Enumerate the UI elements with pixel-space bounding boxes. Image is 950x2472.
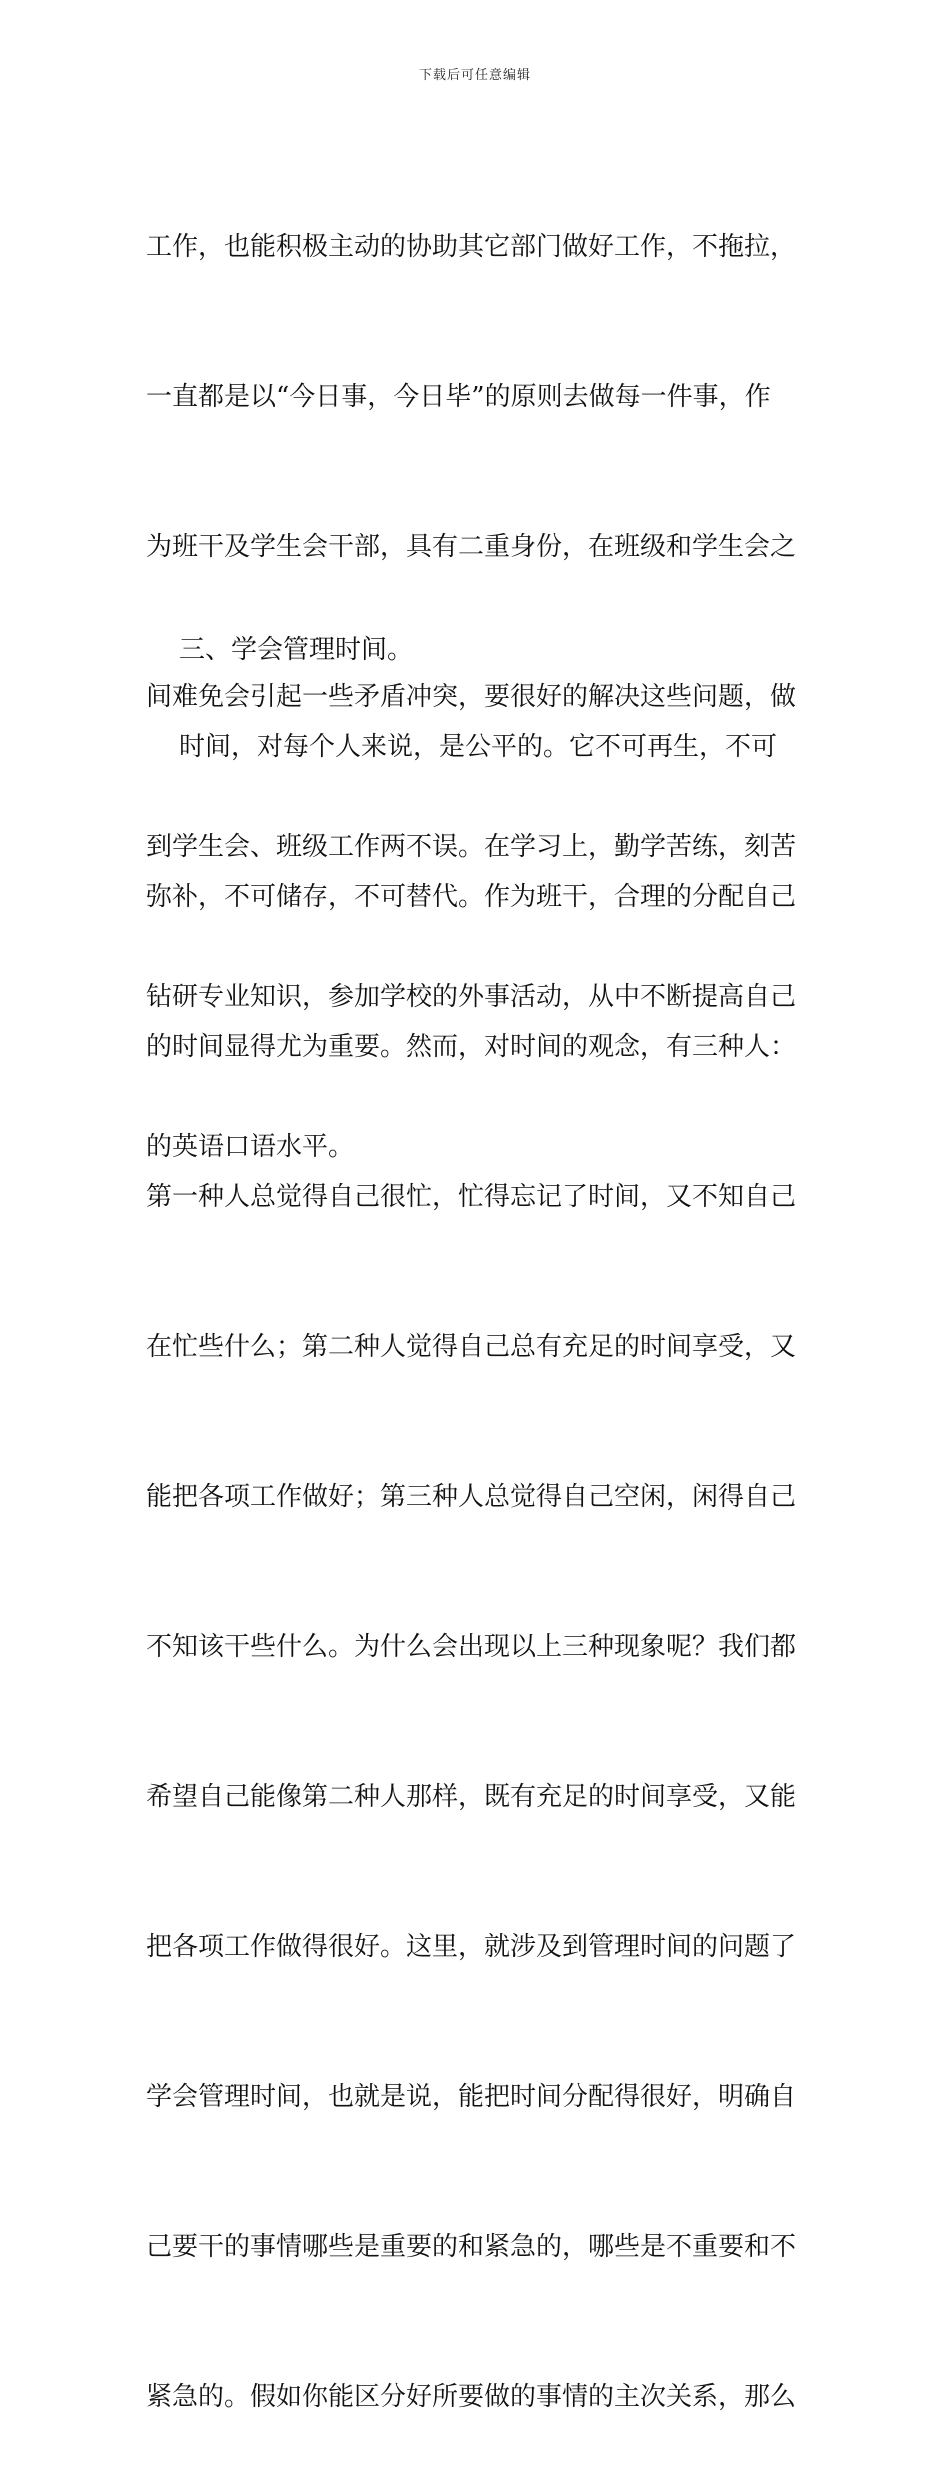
text-line: 为班干及学生会干部，具有二重身份，在班级和学生会之 [146, 532, 797, 562]
text-line: 学会管理时间，也就是说，能把时间分配得很好，明确自 [146, 2082, 797, 2112]
text-line: 时间，对每个人来说，是公平的。它不可再生，不可 [146, 732, 778, 762]
text-line: 紧急的。假如你能区分好所要做的事情的主次关系，那么 [146, 2382, 797, 2412]
text-line: 把各项工作做得很好。这里，就涉及到管理时间的问题了 [146, 1932, 797, 1962]
text-line: 间难免会引起一些矛盾冲突，要很好的解决这些问题，做 [146, 682, 797, 712]
text-line: 第一种人总觉得自己很忙，忙得忘记了时间，又不知自己 [146, 1182, 797, 1212]
text-line: 在忙些什么；第二种人觉得自己总有充足的时间享受，又 [146, 1332, 797, 1362]
text-line: 弥补，不可储存，不可替代。作为班干，合理的分配自己 [146, 882, 797, 912]
text-line: 己要干的事情哪些是重要的和紧急的，哪些是不重要和不 [146, 2232, 797, 2262]
text-line: 能把各项工作做好；第三种人总觉得自己空闲，闲得自己 [146, 1482, 797, 1512]
page-header: 下载后可任意编辑 [418, 68, 531, 83]
text-line: 一直都是以“今日事，今日毕”的原则去做每一件事，作 [146, 382, 771, 412]
text-line: 的时间显得尤为重要。然而，对时间的观念，有三种人： [146, 1032, 797, 1062]
text-line: 的英语口语水平。 [146, 1132, 355, 1162]
text-line: 不知该干些什么。为什么会出现以上三种现象呢？我们都 [146, 1632, 797, 1662]
text-line: 到学生会、班级工作两不误。在学习上，勤学苦练，刻苦 [146, 832, 797, 862]
text-line: 钻研专业知识，参加学校的外事活动，从中不断提高自己 [146, 982, 797, 1012]
text-line: 工作，也能积极主动的协助其它部门做好工作，不拖拉， [146, 232, 797, 262]
paragraph-time-management [146, 622, 808, 2472]
text-line: 希望自己能像第二种人那样，既有充足的时间享受，又能 [146, 1782, 797, 1812]
section-heading-text: 三、学会管理时间。 [146, 635, 414, 665]
